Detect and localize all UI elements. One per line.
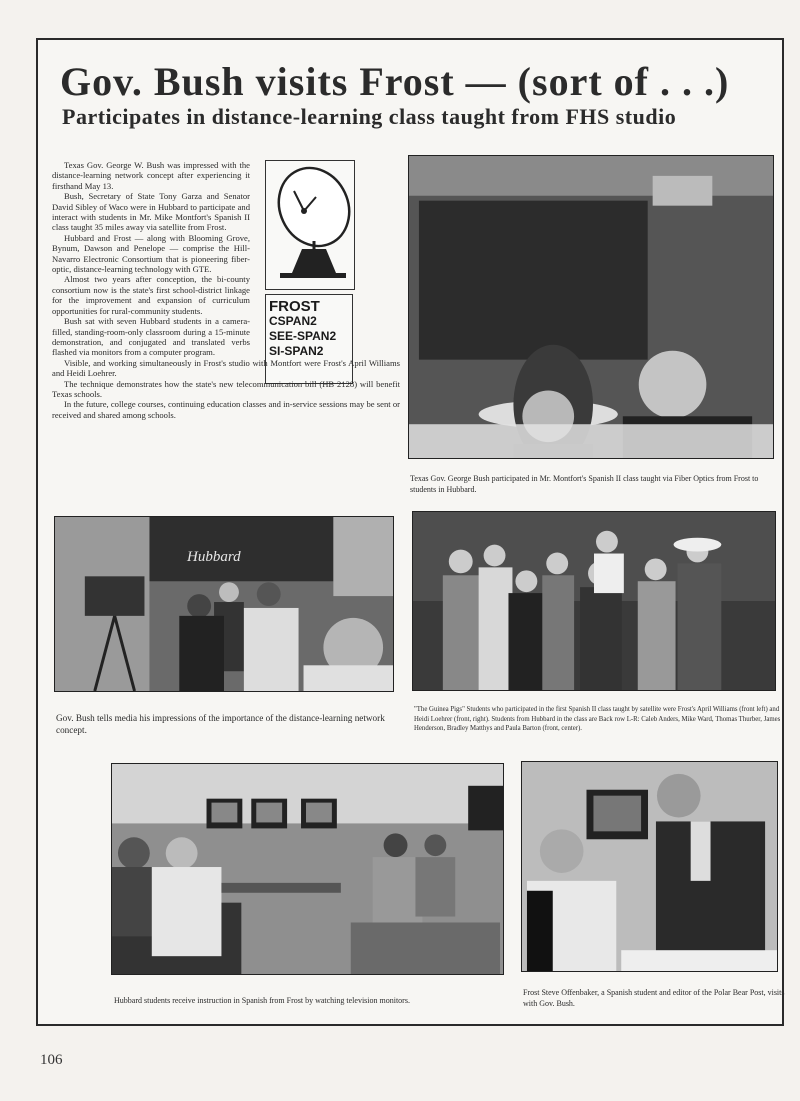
frost-logo-word: FROST — [269, 298, 320, 315]
article-body — [52, 160, 400, 420]
article-paragraph: Visible, and working simultaneously in Frost's studio with Montfort were Frost's April Williams and Heidi Loehrer. — [52, 357, 400, 379]
article-paragraph: The technique demonstrates how the state's new telecommunication bill (HB 2128) will benefit Texas schools. — [52, 378, 400, 399]
photo-media-interview — [54, 516, 394, 692]
photo-guinea-pigs-group — [412, 511, 776, 691]
channel-item: SEE-SPAN2 — [269, 329, 337, 343]
article-paragraph: In the future, college courses, continuing education classes and in-service sessions may be sent or received and shared among schools. — [52, 399, 400, 420]
article-paragraph: Texas Gov. George W. Bush was impressed with the distance-learning network concept after experiencing it firsthand May 13. — [52, 160, 250, 191]
article-paragraph: Bush sat with seven Hubbard students in a camera-filled, standing-room-only classroom during a 15-minute demonstration, and conjugated and translated verbs flashed via monitors from a computer program. — [52, 316, 250, 358]
caption-editor-with-governor: Frost Steve Offenbaker, a Spanish student and editor of the Polar Bear Post, visits with Gov. Bush. — [523, 988, 785, 1008]
photo-classroom-monitors — [111, 763, 504, 975]
article-paragraph: Almost two years after conception, the bi-county consortium now is the state's first school-district linkage for the improvement and expansion of curriculum opportunities for rural-community students. — [52, 274, 250, 316]
photo-governor-classroom — [408, 155, 774, 459]
media-sign-text: Hubbard — [187, 549, 241, 565]
caption-media-interview: Gov. Bush tells media his impressions of the importance of the distance-learning network concept. — [56, 713, 385, 735]
caption-governor-classroom: Texas Gov. George Bush participated in Mr. Montfort's Spanish II class taught via Fiber Optics from Frost to students in Hubbard. — [410, 474, 759, 494]
subhead: Participates in distance-learning class taught from FHS studio — [62, 104, 677, 129]
channel-item: CSPAN2 — [269, 314, 317, 328]
page-number: 106 — [40, 1052, 63, 1068]
article-paragraph: Hubbard and Frost — along with Blooming Grove, Bynum, Dawson and Penelope — comprise the Hill-Navarro Electronic Consortium that is pioneering fiber-optic, distance-learning technology with GTE. — [52, 232, 250, 275]
headline: Gov. Bush visits Frost — (sort of . . .) — [60, 59, 730, 104]
caption-guinea-pigs-group: "The Guinea Pigs" Students who participated in the first Spanish II class taught by satellite were Frost's April Williams (front left) and Heidi Loehrer (front, right). Students from Hubbard in the class are Back row L-R: Caleb Anders, Mike Ward, Thomas Thurber, James Henderson, Bradley Matthys and Paula Barton (front, center). — [414, 706, 781, 733]
channel-item: SI-SPAN2 — [269, 344, 324, 358]
caption-classroom-monitors: Hubbard students receive instruction in Spanish from Frost by watching television monitors. — [114, 996, 410, 1005]
photo-editor-with-governor — [521, 761, 778, 972]
article-paragraph: Bush, Secretary of State Tony Garza and Senator David Sibley of Waco were in Hubbard to participate and interact with students in Mr. Mike Montfort's Spanish II class taught 35 miles away via satellite from Frost. — [52, 191, 250, 233]
